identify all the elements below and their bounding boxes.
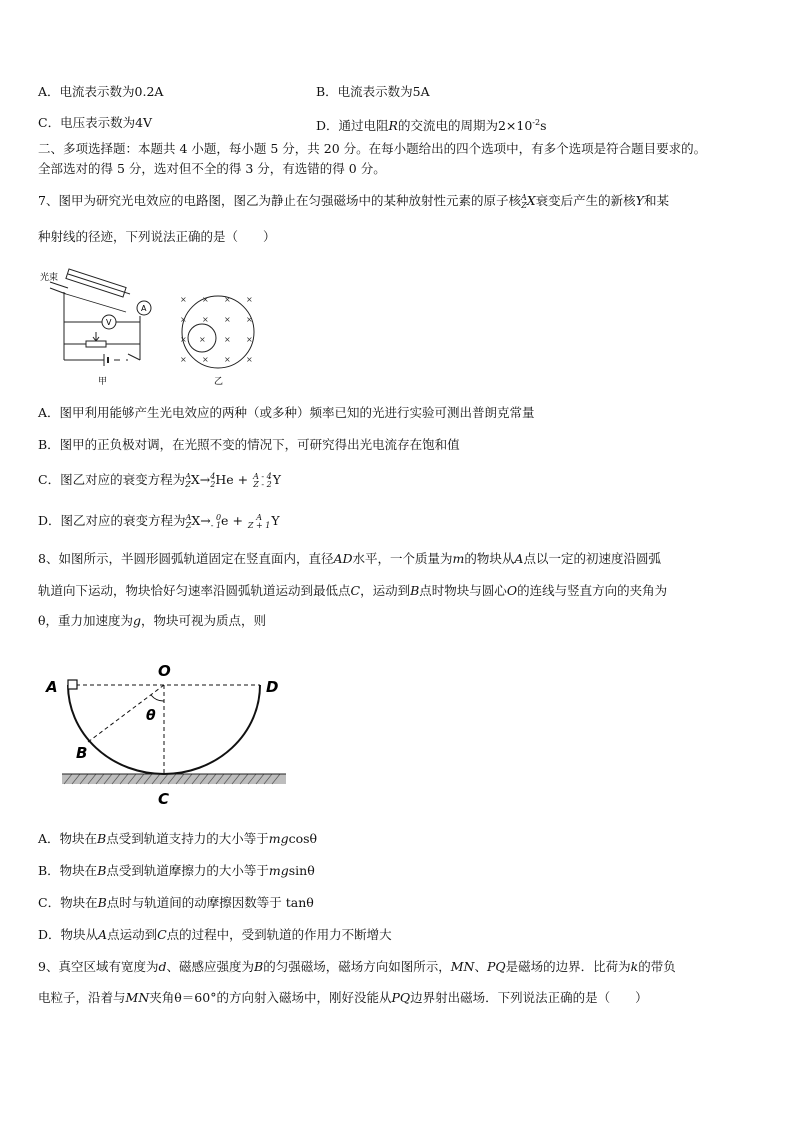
section-heading-line1: 二、多项选择题：本题共 4 小题，每小题 5 分，共 20 分。在每小题给出的四个选项中，有多个选项是符合题目要求的。 bbox=[38, 141, 707, 156]
svg-text:×: × bbox=[202, 355, 209, 364]
q7-option-c: C．图乙对应的衰变方程为A ZX→4 2He + A - 4 Z - 2Y bbox=[38, 471, 282, 489]
q8-fig-label-theta: θ bbox=[146, 708, 156, 724]
q7-fig-label-jia: 甲 bbox=[98, 377, 108, 387]
q7-fig-ammeter: A bbox=[141, 304, 147, 313]
q8-option-b: B．物块在B点受到轨道摩擦力的大小等于mgsinθ bbox=[38, 863, 315, 878]
q8-stem-line2: 轨道向下运动，物块恰好匀速率沿圆弧轨道运动到最低点C，运动到B点时物块与圆心O的连线与竖直方向的夹角为 bbox=[38, 583, 668, 598]
svg-text:×: × bbox=[202, 295, 209, 304]
svg-text:×: × bbox=[246, 355, 253, 364]
svg-text:×: × bbox=[246, 335, 253, 344]
q9-stem-line2: 电粒子，沿着与MN夹角θ＝60°的方向射入磁场中，刚好没能从PQ边界射出磁场．下列说法正确的是（ ） bbox=[38, 990, 648, 1005]
q9-stem-line1: 9、真空区域有宽度为d、磁感应强度为B的匀强磁场，磁场方向如图所示，MN、PQ是磁场的边界．比荷为k的带负 bbox=[38, 959, 676, 974]
q8-fig-label-b: B bbox=[76, 744, 88, 762]
q7-option-b: B．图甲的正负极对调，在光照不变的情况下，可研究得出光电流存在饱和值 bbox=[38, 437, 460, 452]
q7-stem-line1: 7、图甲为研究光电效应的电路图，图乙为静止在匀强磁场中的某种放射性元素的原子核A ZX衰变后产生的新核Y和某 bbox=[38, 192, 669, 210]
svg-text:×: × bbox=[224, 335, 231, 344]
q8-fig-label-c: C bbox=[158, 790, 170, 808]
svg-text:×: × bbox=[224, 315, 231, 324]
q7-figure bbox=[40, 268, 270, 392]
q7-option-d: D．图乙对应的衰变方程为A ZX→ 0 - 1e + A Z + 1Y bbox=[38, 512, 280, 530]
q8-figure bbox=[40, 656, 300, 808]
q8-option-d: D．物块从A点运动到C点的过程中，受到轨道的作用力不断增大 bbox=[38, 927, 392, 942]
section-heading-line2: 全部选对的得 5 分，选对但不全的得 3 分，有选错的得 0 分。 bbox=[38, 161, 386, 176]
q8-option-a: A．物块在B点受到轨道支持力的大小等于mgcosθ bbox=[38, 831, 318, 846]
svg-text:×: × bbox=[199, 335, 206, 344]
svg-text:×: × bbox=[246, 315, 253, 324]
q8-fig-label-o: O bbox=[158, 662, 171, 680]
svg-text:×: × bbox=[246, 295, 253, 304]
q6-option-d: D．通过电阻R的交流电的周期为$2\times 10^{-2}s$ bbox=[316, 118, 547, 134]
q8-stem-line3: θ，重力加速度为g，物块可视为质点，则 bbox=[38, 613, 267, 628]
svg-text:×: × bbox=[180, 335, 187, 344]
q8-fig-label-a: A bbox=[46, 678, 58, 696]
svg-text:×: × bbox=[224, 355, 231, 364]
q7-fig-label-yi: 乙 bbox=[214, 377, 224, 387]
q7-fig-light-label: 光束 bbox=[40, 273, 59, 283]
svg-text:×: × bbox=[224, 295, 231, 304]
q8-option-c: C．物块在B点时与轨道间的动摩擦因数等于 tanθ bbox=[38, 895, 314, 910]
q6-option-b: B．电流表示数为5A bbox=[316, 84, 430, 99]
q6-option-a: A．电流表示数为0.2A bbox=[38, 84, 164, 99]
q8-stem-line1: 8、如图所示，半圆形圆弧轨道固定在竖直面内，直径AD水平，一个质量为m的物块从A点以一定的初速度沿圆弧 bbox=[38, 551, 661, 566]
svg-text:×: × bbox=[180, 295, 187, 304]
q6-option-c: C．电压表示数为4V bbox=[38, 115, 153, 130]
q7-stem-line2: 种射线的径迹，下列说法正确的是（ ） bbox=[38, 229, 276, 244]
svg-text:×: × bbox=[180, 355, 187, 364]
q7-option-a: A．图甲利用能够产生光电效应的两种（或多种）频率已知的光进行实验可测出普朗克常量 bbox=[38, 405, 535, 420]
q8-fig-label-d: D bbox=[266, 678, 279, 696]
svg-text:×: × bbox=[180, 315, 187, 324]
svg-text:×: × bbox=[202, 315, 209, 324]
q7-fig-voltmeter: V bbox=[106, 318, 112, 327]
